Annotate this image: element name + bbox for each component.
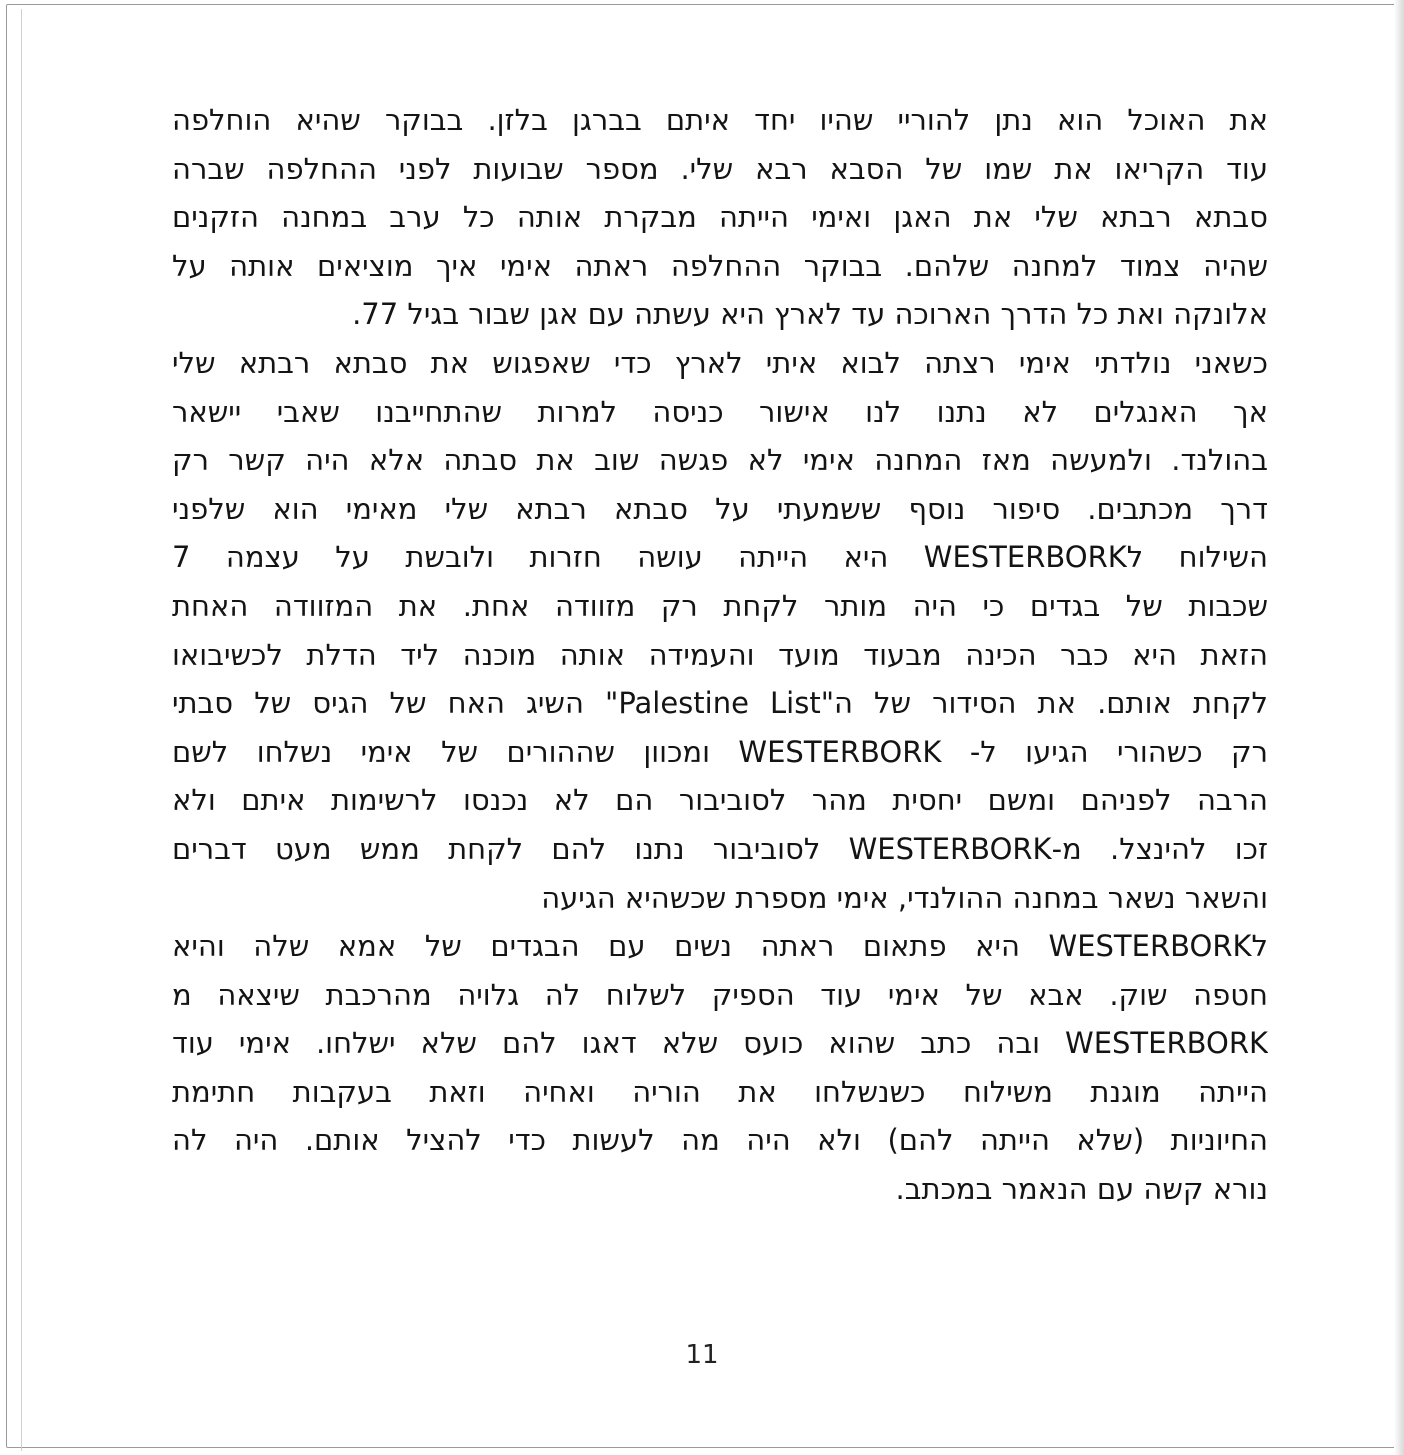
text-line: אך האנגלים לא נתנו לנו אישור כניסה למרות שהתחייבנו שאבי יישאר [172,394,1268,429]
text-line: הרבה לפניהם ומשם יחסית מהר לסוביבור הם לא נכנסו לרשימות איתם ולא [172,783,1268,818]
text-line: רק כשהורי הגיעו ל- WESTERBORK ומכוון שההורים של אימי נשלחו לשם [172,734,1268,769]
body-text [172,96,1268,1214]
text-line: כשאני נולדתי אימי רצתה לבוא איתי לארץ כדי שאפגוש את סבתא רבתא שלי [172,345,1268,380]
scan-edge-shadow [1394,0,1404,1455]
text-line: בהולנד. ולמעשה מאז המחנה אימי לא פגשה שוב את סבתה אלא היה קשר רק [172,443,1268,478]
text-line: שהיה צמוד למחנה שלהם. בבוקר ההחלפה ראתה אימי איך מוציאים אותה על [172,248,1268,283]
text-line: את האוכל הוא נתן להוריי שהיו יחד איתם בברגן בלזן. בבוקר שהיא הוחלפה [172,103,1268,137]
text-line: זכו להינצל. מ-WESTERBORK לסוביבור נתנו להם לקחת ממש מעט דברים [172,831,1268,866]
text-line: דרך מכתבים. סיפור נוסף ששמעתי על סבתא רבתא שלי מאימי הוא שלפני [172,491,1268,526]
text-line: חטפה שוק. אבא של אימי עוד הספיק לשלוח לה גלויה מהרכבת שיצאה מ [172,977,1268,1012]
text-line: סבתא רבתא שלי את האגן ואימי הייתה מבקרת אותה כל ערב במחנה הזקנים [172,200,1268,235]
page-number: 11 [685,1340,719,1370]
text-line: שכבות של בגדים כי היה מותר לקחת רק מזוודה אחת. את המזוודה האחת [172,588,1268,623]
text-line: אלונקה ואת כל הדרך הארוכה עד לארץ היא עשתה עם אגן שבור בגיל 77. [352,297,1268,332]
text-line: החיוניות (שלא הייתה להם) ולא היה מה לעשות כדי להציל אותם. היה לה [172,1123,1268,1158]
text-line: לקחת אותם. את הסידור של ה"Palestine List" השיג האח של הגיס של סבתי [172,686,1268,721]
text-line: לWESTERBORK היא פתאום ראתה נשים עם הבגדים של אמא שלה והיא [172,929,1268,964]
text-line: עוד הקריאו את שמו של הסבא רבא שלי. מספר שבועות לפני ההחלפה שברה [172,151,1268,186]
text-line: והשאר נשאר במחנה ההולנדי, אימי מספרת שכשהיא הגיעה [541,880,1268,915]
text-line: הזאת היא כבר הכינה מבעוד מועד והעמידה אותה מוכנה ליד הדלת לכשיבואו [172,637,1268,672]
text-line: השילוח לWESTERBORK היא הייתה עושה חזרות ולובשת על עצמה 7 [172,540,1268,575]
text-line: WESTERBORK ובה כתב שהוא כועס שלא דאגו להם שלא ישלחו. אימי עוד [172,1026,1268,1061]
text-line: הייתה מוגנת משילוח כשנשלחו את הוריה ואחיה וזאת בעקבות חתימת [172,1074,1268,1109]
text-line: נורא קשה עם הנאמר במכתב. [895,1172,1268,1207]
